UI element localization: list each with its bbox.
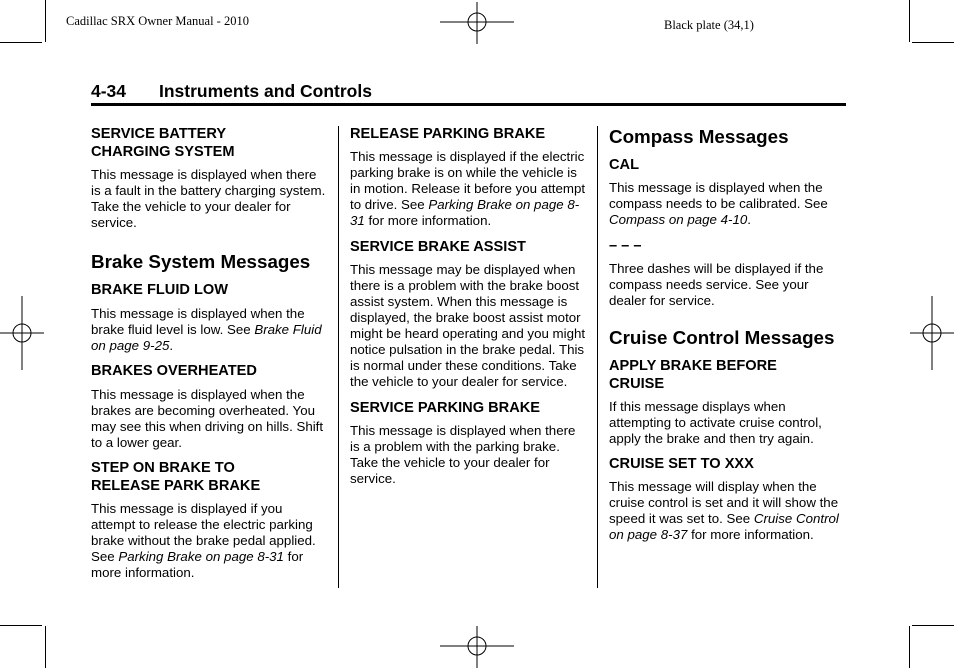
crop-mark — [45, 626, 46, 668]
paragraph: This message will display when the cruise control is set and it will show the speed it was set to. See Cruise Control on page 8-37 for more information. — [609, 479, 839, 542]
heading-dashes: – – – — [609, 238, 642, 254]
heading-cruise-set: CRUISE SET TO XXX — [609, 456, 754, 472]
paragraph: If this message displays when attempting to activate cruise control, apply the brake and then try again. — [609, 399, 822, 446]
heading-apply-brake — [609, 357, 849, 393]
crop-mark — [909, 0, 910, 42]
cross-reference-link[interactable]: Parking Brake on page 8-31 — [350, 197, 580, 228]
paragraph: This message is displayed when there is a fault in the battery charging system. Take the vehicle to your dealer for service. — [91, 167, 326, 230]
registration-mark-icon — [0, 296, 44, 370]
paragraph: This message is displayed if the electric parking brake is on while the vehicle is in motion. Release it before you attempt to drive. See Parking Brake on page 8-31 for more information. — [350, 149, 586, 228]
column-2 — [350, 125, 588, 487]
paragraph: This message may be displayed when there is a problem with the brake boost assist system. When this message is displayed, the brake boost assist motor might be heard operating and you might notice pulsation in the brake pedal. This is normal under these conditions. Take the vehicle to your dealer for service. — [350, 262, 586, 389]
registration-mark-icon — [440, 626, 514, 668]
heading-brakes-overheated: BRAKES OVERHEATED — [91, 363, 257, 379]
paragraph: This message is displayed when the brake fluid level is low. See Brake Fluid on page 9-25. — [91, 306, 322, 353]
crop-mark — [912, 42, 954, 43]
manual-title: Cadillac SRX Owner Manual - 2010 — [66, 14, 249, 28]
cross-reference-link[interactable]: Cruise Control on page 8-37 — [609, 511, 839, 542]
heading-line: CHARGING SYSTEM — [91, 144, 235, 160]
paragraph: This message is displayed when the compass needs to be calibrated. See Compass on page 4-10. — [609, 180, 828, 227]
column-divider — [597, 126, 598, 588]
crop-mark — [909, 626, 910, 668]
cross-reference-link[interactable]: Compass on page 4-10 — [609, 212, 748, 227]
column-3 — [609, 125, 849, 543]
cross-reference-link[interactable]: Parking Brake on page 8-31 — [118, 549, 284, 564]
heading-line: SERVICE BATTERY — [91, 126, 227, 142]
heading-line: RELEASE PARK BRAKE — [91, 478, 261, 494]
crop-mark — [45, 0, 46, 42]
column-1 — [91, 125, 327, 581]
heading-line: CRUISE — [609, 376, 665, 392]
page-header — [91, 81, 846, 106]
registration-mark-icon — [440, 2, 514, 44]
paragraph: Three dashes will be displayed if the compass needs service. See your dealer for service. — [609, 261, 824, 308]
crop-mark — [0, 42, 42, 43]
heading-brake-fluid-low: BRAKE FLUID LOW — [91, 282, 229, 298]
heading-service-parking-brake: SERVICE PARKING BRAKE — [350, 400, 541, 416]
page-number: 4-34 — [91, 81, 127, 101]
column-divider — [338, 126, 339, 588]
crop-mark — [912, 625, 954, 626]
section-heading-compass: Compass Messages — [609, 126, 789, 147]
crop-mark — [0, 625, 42, 626]
paragraph: This message is displayed when the brakes are becoming overheated. You may see this when driving on hills. Shift to a lower gear. — [91, 387, 324, 450]
heading-service-brake-assist: SERVICE BRAKE ASSIST — [350, 239, 526, 255]
heading-line: APPLY BRAKE BEFORE — [609, 358, 777, 374]
cross-reference-link[interactable]: Brake Fluid on page 9-25 — [91, 322, 322, 353]
plate-label: Black plate (34,1) — [664, 18, 754, 32]
section-heading-brake-system: Brake System Messages — [91, 251, 311, 272]
heading-service-battery — [91, 125, 327, 161]
section-heading-cruise-control: Cruise Control Messages — [609, 327, 835, 348]
paragraph: This message is displayed when there is a problem with the parking brake. Take the vehicle to your dealer for service. — [350, 423, 576, 486]
heading-release-parking-brake: RELEASE PARKING BRAKE — [350, 126, 546, 142]
registration-mark-icon — [910, 296, 954, 370]
heading-line: STEP ON BRAKE TO — [91, 460, 235, 476]
paragraph: This message is displayed if you attempt to release the electric parking brake without the brake pedal applied. See Parking Brake on page 8-31 for more information. — [91, 501, 316, 580]
section-title: Instruments and Controls — [159, 81, 372, 101]
heading-cal: CAL — [609, 157, 639, 173]
heading-step-on-brake — [91, 459, 327, 495]
